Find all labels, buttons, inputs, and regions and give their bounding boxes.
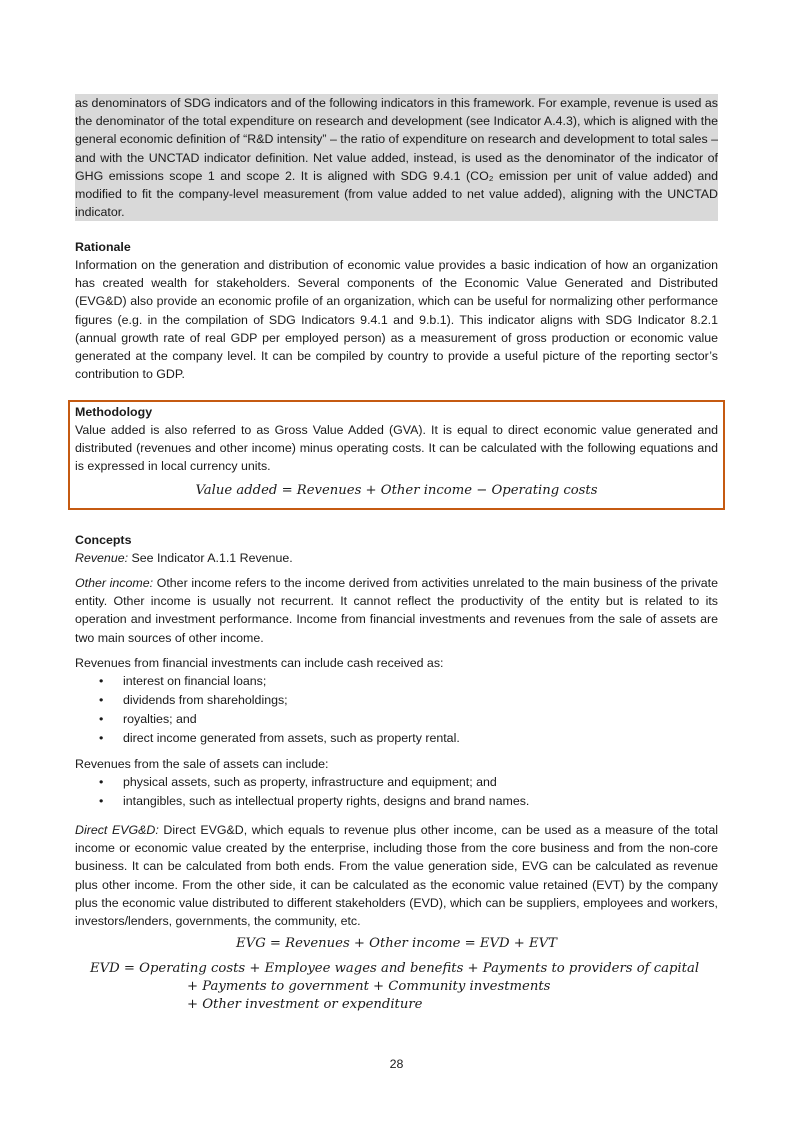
revenue-term: Revenue: [75,551,129,565]
sale-assets-intro: Revenues from the sale of assets can include: [75,757,329,771]
other-income-text: Other income refers to the income derived from activities unrelated to the main business of the private entity. Other income is usually not recurrent. It cannot reflect the productivity of the entity but is related to its operation and investment performance. Income from financial investments and revenues from the sale of assets are two main sources of other income. [75,576,719,645]
revenue-definition [75,549,718,567]
fin-invest-list [99,672,460,748]
methodology-paragraph: Value added is also referred to as Gross Value Added (GVA). It is equal to direct economic value generated and distributed (revenues and other income) minus operating costs. It can be calculated with the following equations and is expressed in local currency units. [75,423,718,474]
bullet-icon: • [99,674,104,688]
evd-equation-line-2: + Payments to government + Community investments [187,979,551,994]
revenue-text: See Indicator A.1.1 Revenue. [128,551,293,565]
evd-equation-line-1: EVD = Operating costs + Employee wages and benefits + Payments to providers of capital [90,961,700,976]
intro-shaded-paragraph: as denominators of SDG indicators and of the following indicators in this framework. For example, revenue is used as the denominator of the total expenditure on research and development (see Indicator A.4.3), which is aligned with the general economic definition of “R&D intensity” – the ratio of expenditure on research and development to total sales – and with the UNCTAD indicator definition. Net value added, instead, is used as the denominator of the indicator of GHG emissions scope 1 and scope 2. It is aligned with SDG 9.4.1 (CO₂ emission per unit of value added) and modified to fit the company-level measurement (from value added to net value added), aligning with the UNCTAD indicator. [75,94,718,221]
other-income-definition [75,574,718,647]
bullet-icon: • [99,794,104,808]
list-item: • intangibles, such as intellectual property rights, designs and brand names. [99,792,529,811]
concepts-heading: Concepts [75,533,132,547]
bullet-icon: • [99,693,104,707]
bullet-icon: • [99,731,104,745]
direct-evgd-definition [75,821,718,930]
direct-evgd-term: Direct EVG&D: [75,823,159,837]
rationale-heading: Rationale [75,240,131,254]
bullet-icon: • [99,775,104,789]
list-item: • interest on financial loans; [99,672,460,691]
bullet-icon: • [99,712,104,726]
page-number: 28 [389,1057,404,1071]
value-added-equation: Value added = Revenues + Other income − Operating costs [195,483,598,498]
direct-evgd-text: Direct EVG&D, which equals to revenue plus other income, can be used as a measure of the total income or economic value created by the enterprise, including those from the core business and from the non-core business. It can be calculated from both ends. From the value generation side, EVG can be calculated as revenue plus other income. From the other side, it can be calculated as the economic value retained (EVT) by the company plus the economic value distributed to different stakeholders (EVD), which can be suppliers, employees and workers, investors/lenders, governments, the community, etc. [75,823,719,929]
sale-assets-list [99,773,529,811]
fin-invest-intro: Revenues from financial investments can include cash received as: [75,656,444,670]
list-item: • direct income generated from assets, such as property rental. [99,729,460,748]
list-item: • dividends from shareholdings; [99,691,460,710]
list-item: • royalties; and [99,710,460,729]
other-income-term: Other income: [75,576,154,590]
list-item: • physical assets, such as property, infrastructure and equipment; and [99,773,529,792]
rationale-paragraph: Information on the generation and distribution of economic value provides a basic indication of how an organization has created wealth for stakeholders. Several components of the Economic Value Generated and Distributed (EVG&D) also provide an economic profile of an organization, which can be useful for normalizing other performance figures (e.g. in the compilation of SDG Indicators 9.4.1 and 9.b.1). This indicator aligns with SDG Indicator 8.2.1 (annual growth rate of real GDP per employed person) as a measurement of gross production or economic value generated at the company level. It can be compiled by country to provide a useful picture of the reporting sector’s contribution to GDP. [75,258,718,382]
methodology-heading: Methodology [75,405,153,419]
evg-equation: EVG = Revenues + Other income = EVD + EVT [236,936,557,951]
evd-equation-line-3: + Other investment or expenditure [187,997,423,1012]
